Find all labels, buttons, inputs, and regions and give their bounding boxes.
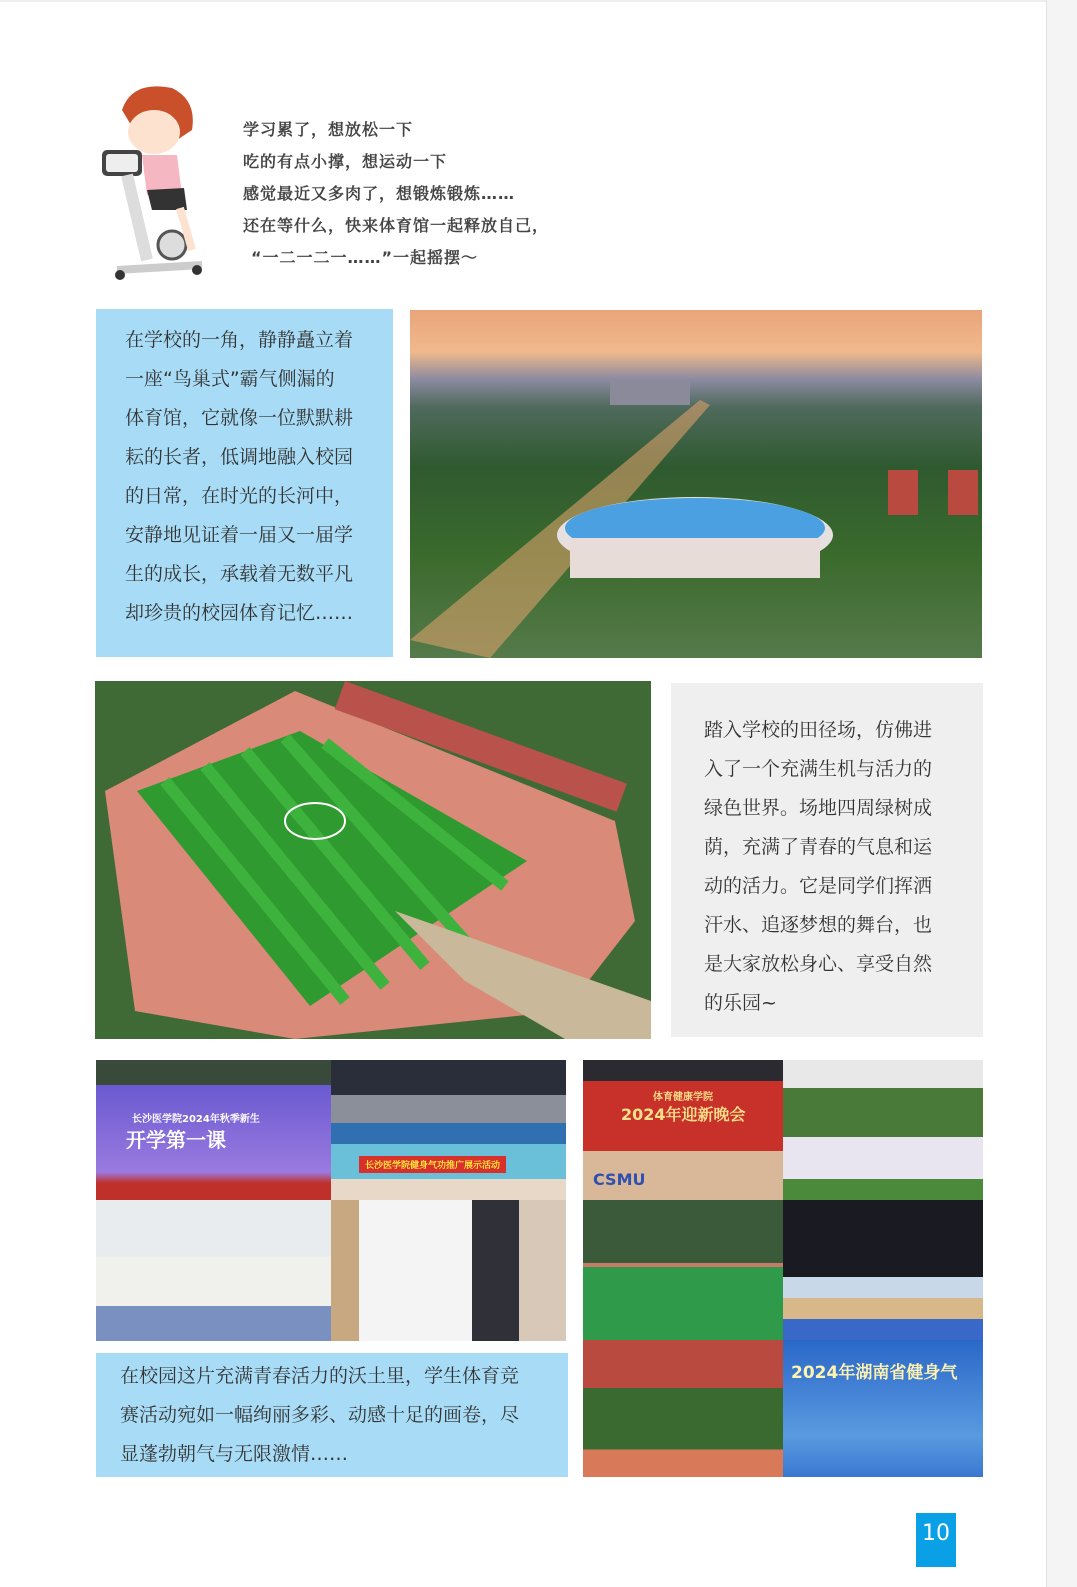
text-line: 汗水、追逐梦想的舞台，也 <box>704 914 933 936</box>
page-number: 10 <box>916 1513 956 1567</box>
text-line: 在校园这片充满青春活力的沃土里，学生体育竞 <box>120 1365 520 1387</box>
photo-banner-text: 长沙医学院2024年秋季新生 <box>132 1114 260 1125</box>
photo-banner-text: 长沙医学院健身气功推广展示活动 <box>359 1156 506 1173</box>
cheerleading-photo <box>783 1060 983 1200</box>
text-line: 绿色世界。场地四周绿树成 <box>704 797 933 819</box>
page-edge <box>1046 0 1077 1587</box>
gymnasium-aerial-photo <box>410 310 982 658</box>
gym-description-box <box>96 309 393 657</box>
top-border <box>0 0 1046 2</box>
competition-description-box <box>96 1353 568 1477</box>
text-line: 生的成长，承载着无数平凡 <box>125 563 354 585</box>
photo-banner-text: 2024年迎新晚会 <box>621 1105 746 1124</box>
yoga-class-photo <box>96 1200 331 1341</box>
field-description-box <box>671 683 983 1037</box>
text-line: 是大家放松身心、享受自然 <box>704 953 933 975</box>
text-line: 一座“鸟巢式”霸气侧漏的 <box>125 368 335 390</box>
text-line: 却珍贵的校园体育记忆…… <box>125 602 354 624</box>
welcome-gala-photo <box>583 1060 783 1200</box>
basketball-game-photo <box>783 1200 983 1340</box>
anatomy-class-photo <box>331 1200 566 1341</box>
photo-floor-text: CSMU <box>593 1170 646 1189</box>
text-line: 的日常，在时光的长河中， <box>125 485 354 507</box>
text-line: 安静地见证着一届又一届学 <box>125 524 354 546</box>
photo-banner-text: 开学第一课 <box>126 1128 226 1152</box>
photo-banner-text: 体育健康学院 <box>653 1092 713 1103</box>
qigong-competition-photo <box>783 1340 983 1477</box>
text-line: 显蓬勃朝气与无限激情…… <box>120 1443 349 1465</box>
poem-line: 感觉最近又多肉了，想锻炼锻炼…… <box>243 184 516 203</box>
first-lesson-photo <box>96 1060 331 1200</box>
text-line: 动的活力。它是同学们挥洒 <box>704 875 933 897</box>
text-line: 赛活动宛如一幅绚丽多彩、动感十足的画卷，尽 <box>120 1404 520 1426</box>
qigong-group-photo <box>331 1060 566 1200</box>
poem-line: 还在等什么，快来体育馆一起释放自己， <box>243 216 550 235</box>
football-training-photo <box>583 1200 783 1340</box>
cartoon-girl-exercise-bike-illustration <box>92 80 212 285</box>
poem-line: 吃的有点小撑，想运动一下 <box>243 152 448 171</box>
text-line: 在学校的一角，静静矗立着 <box>125 329 354 351</box>
intro-poem <box>243 118 549 278</box>
text-line: 踏入学校的田径场，仿佛进 <box>704 719 933 741</box>
text-line: 的乐园~ <box>704 992 777 1014</box>
text-line: 荫，充满了青春的气息和运 <box>704 836 933 858</box>
photo-banner-text: 2024年湖南省健身气 <box>791 1363 958 1383</box>
sports-field-aerial-photo <box>95 681 651 1039</box>
text-line: 体育馆，它就像一位默默耕 <box>125 407 354 429</box>
high-jump-photo <box>583 1340 783 1477</box>
poem-line: 学习累了，想放松一下 <box>243 120 414 139</box>
text-line: 耘的长者，低调地融入校园 <box>125 446 354 468</box>
text-line: 入了一个充满生机与活力的 <box>704 758 933 780</box>
poem-line: “一二一二一……”一起摇摆～ <box>251 248 479 267</box>
